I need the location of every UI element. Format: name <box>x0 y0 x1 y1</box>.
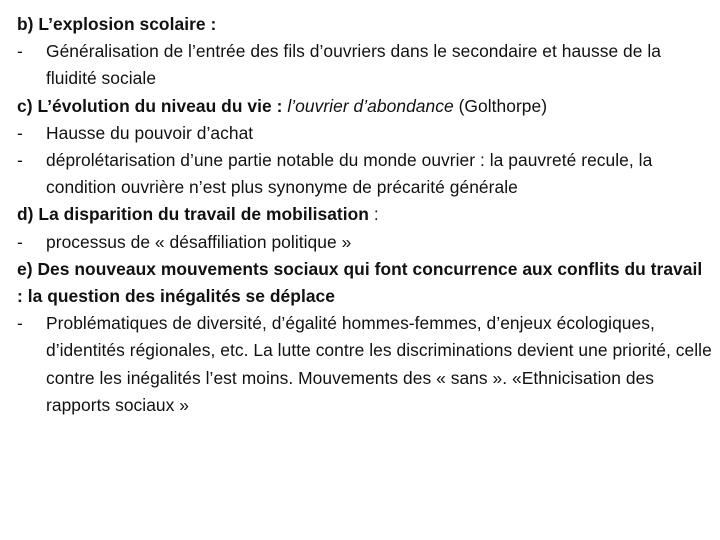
bullet-item <box>17 120 712 147</box>
bullet-dash: - <box>17 150 23 171</box>
bullet-text: Problématiques de diversité, d’égalité hommes-femmes, d’enjeux écologiques, d’identités régionales, etc. La lutte contre les discriminations devient une priorité, celle contre les inégalités l’est moins. Mouvements des « sans ». «Ethnicisation des rapports sociaux » <box>46 313 712 415</box>
bullet-item <box>17 229 712 256</box>
section-heading-d <box>17 201 712 228</box>
bullet-item <box>17 147 712 201</box>
bullet-text: déprolétarisation d’une partie notable du monde ouvrier : la pauvreté recule, la condition ouvrière n’est plus synonyme de précarité générale <box>46 150 653 198</box>
bullet-item <box>17 310 712 419</box>
heading-bold-part: d) La disparition du travail de mobilisation <box>17 204 369 225</box>
heading-italic-part: l’ouvrier d’abondance <box>287 95 454 116</box>
heading-bold-part: c) L’évolution du niveau du vie : <box>17 95 288 116</box>
section-heading-b: b) L’explosion scolaire : <box>17 14 217 34</box>
bullet-dash: - <box>17 41 23 62</box>
bullet-item <box>17 38 712 92</box>
bullet-dash: - <box>17 122 23 143</box>
slide-content <box>17 11 712 419</box>
bullet-text: Hausse du pouvoir d’achat <box>46 122 254 143</box>
bullet-text: processus de « désaffiliation politique » <box>46 231 352 252</box>
bullet-text: Généralisation de l’entrée des fils d’ouvriers dans le secondaire et hausse de la fluidité sociale <box>46 41 662 89</box>
bullet-dash: - <box>17 313 23 334</box>
section-heading-c <box>17 93 712 120</box>
bullet-dash: - <box>17 231 23 252</box>
heading-normal-part: (Golthorpe) <box>453 95 548 116</box>
section-heading-e: e) Des nouveaux mouvements sociaux qui font concurrence aux conflits du travail : la question des inégalités se déplace <box>17 258 703 307</box>
heading-normal-part: : <box>368 204 379 225</box>
